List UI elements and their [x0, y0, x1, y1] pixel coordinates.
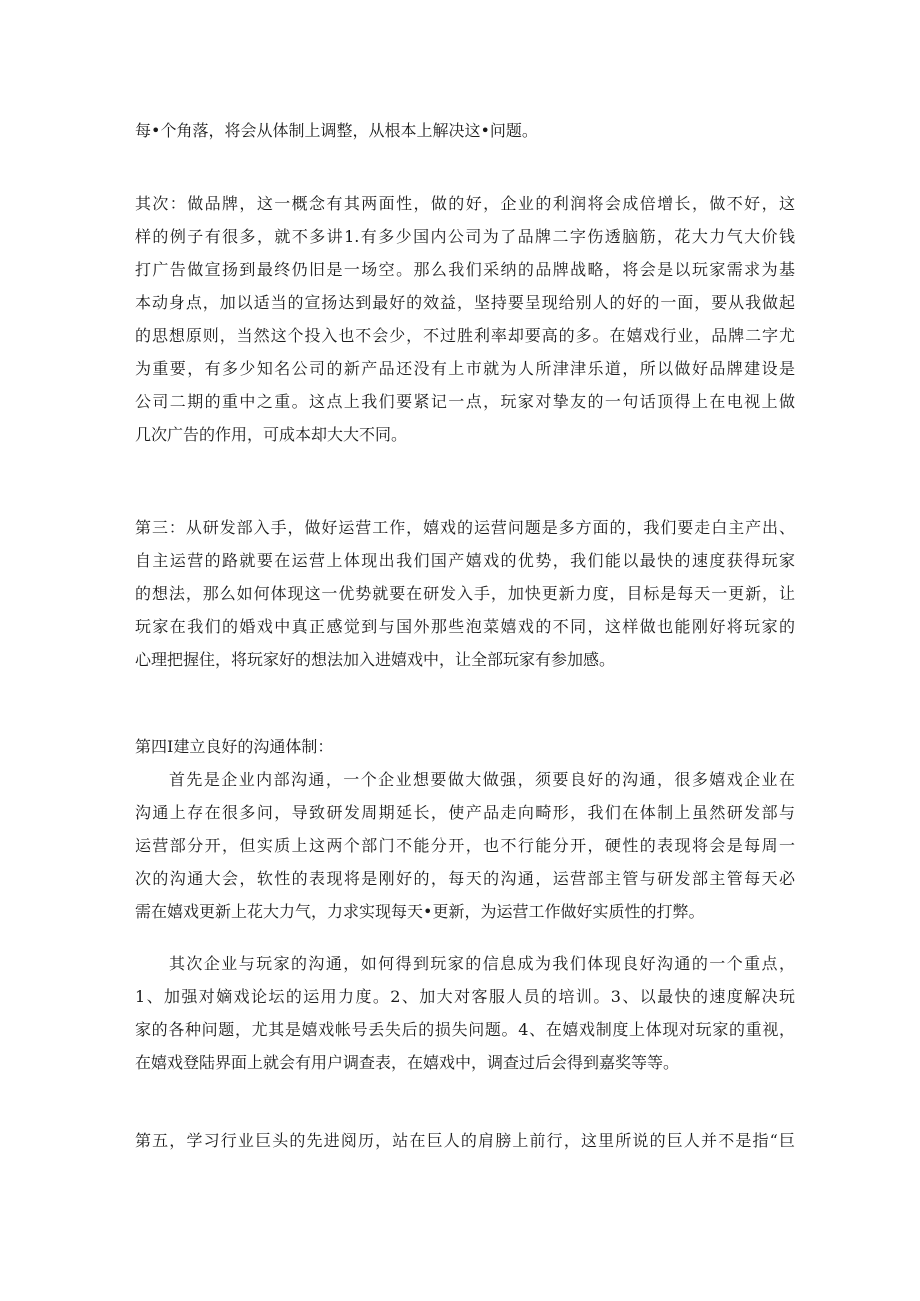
text-line: 家的各种问题，尤其是嬉戏帐号丢失后的损失问题。4、在嬉戏制度上体现对玩家的重视，	[135, 1020, 795, 1039]
paragraph-internal-communication	[135, 763, 795, 928]
text-line: 玩家在我们的婚戏中真正感觉到与国外那些泡菜嬉戏的不同，这样做也能刚好将玩家的	[135, 617, 795, 636]
text-line: 在嬉戏登陆界面上就会有用户调查表，在嬉戏中，调查过后会得到嘉奖等等。	[135, 1053, 680, 1072]
text-line: 其次：做品牌，这一概念有其两面性，做的好，企业的利润将会成倍增长，做不好，这	[135, 194, 795, 213]
text-line: 首先是企业内部沟通，一个企业想要做大做强，须要良好的沟通，很多嬉戏企业在	[169, 770, 795, 789]
text-line: 本动身点，加以适当的宣扬达到最好的效益，坚持要呈现给别人的好的一面，要从我做起	[135, 293, 795, 312]
text-line: 第五，学习行业巨头的先进阅历，站在巨人的肩膀上前行，这里所说的巨人并不是指“巨	[135, 1131, 795, 1150]
paragraph-communication-heading	[135, 730, 795, 763]
text-line: 每•个角落，将会从体制上调整，从根本上解决这•问题。	[135, 121, 538, 140]
text-line: 的思想原则，当然这个投入也不会少，不过胜利率却要高的多。在嬉戏行业，品牌二字尤	[135, 326, 795, 345]
text-line: 运营部分开，但实质上这两个部门不能分开，也不行能分开，硬性的表现将会是每周一	[135, 836, 795, 855]
text-line: 公司二期的重中之重。这点上我们要紧记一点，玩家对挚友的一句话顶得上在电视上做	[135, 392, 795, 411]
text-line: 样的例子有很多，就不多讲1.有多少国内公司为了品牌二字伤透脑筋，花大力气大价钱	[135, 227, 795, 246]
text-line: 1、加强对嫡戏论坛的运用力度。2、加大对客服人员的培训。3、以最快的速度解决玩	[135, 987, 795, 1006]
paragraph-player-communication	[135, 947, 795, 1079]
text-line: 其次企业与玩家的沟通，如何得到玩家的信息成为我们体现良好沟通的一个重点，	[169, 954, 795, 973]
text-line: 次的沟通大会，软性的表现将是刚好的，每天的沟通，运营部主管与研发部主管每天必	[135, 869, 795, 888]
text-line: 几次广告的作用，可成本却大大不同。	[135, 425, 408, 444]
section-heading: 第四I建立良好的沟通体制：	[135, 737, 334, 756]
text-line: 自主运营的路就要在运营上体现出我们国产嬉戏的优势，我们能以最快的速度获得玩家	[135, 551, 795, 570]
text-line: 为重要，有多少知名公司的新产品还没有上市就为人所津津乐道，所以做好品牌建设是	[135, 359, 795, 378]
text-line: 的想法，那么如何体现这一优势就要在研发入手，加快更新力度，目标是每天一更新，让	[135, 584, 795, 603]
text-line: 需在嬉戏更新上花大力气，力求实现每天•更新，为运营工作做好实质性的打弊。	[135, 902, 705, 921]
text-line: 心理把握住，将玩家好的想法加入进嬉戏中，让全部玩家有参加感。	[135, 650, 616, 669]
text-line: 第三：从研发部入手，做好运营工作，嬉戏的运营问题是多方面的，我们要走白主产出、	[135, 518, 795, 537]
paragraph-operations	[135, 511, 795, 676]
text-line: 沟通上存在很多问，导致研发周期延长，使产品走向畸形，我们在体制上虽然研发部与	[135, 803, 795, 822]
text-line: 打广告做宣扬到最终仍旧是一场空。那么我们采纳的品牌战略，将会是以玩家需求为基	[135, 260, 795, 279]
paragraph-continuation	[135, 114, 795, 147]
paragraph-brand	[135, 187, 795, 451]
paragraph-industry	[135, 1124, 795, 1157]
